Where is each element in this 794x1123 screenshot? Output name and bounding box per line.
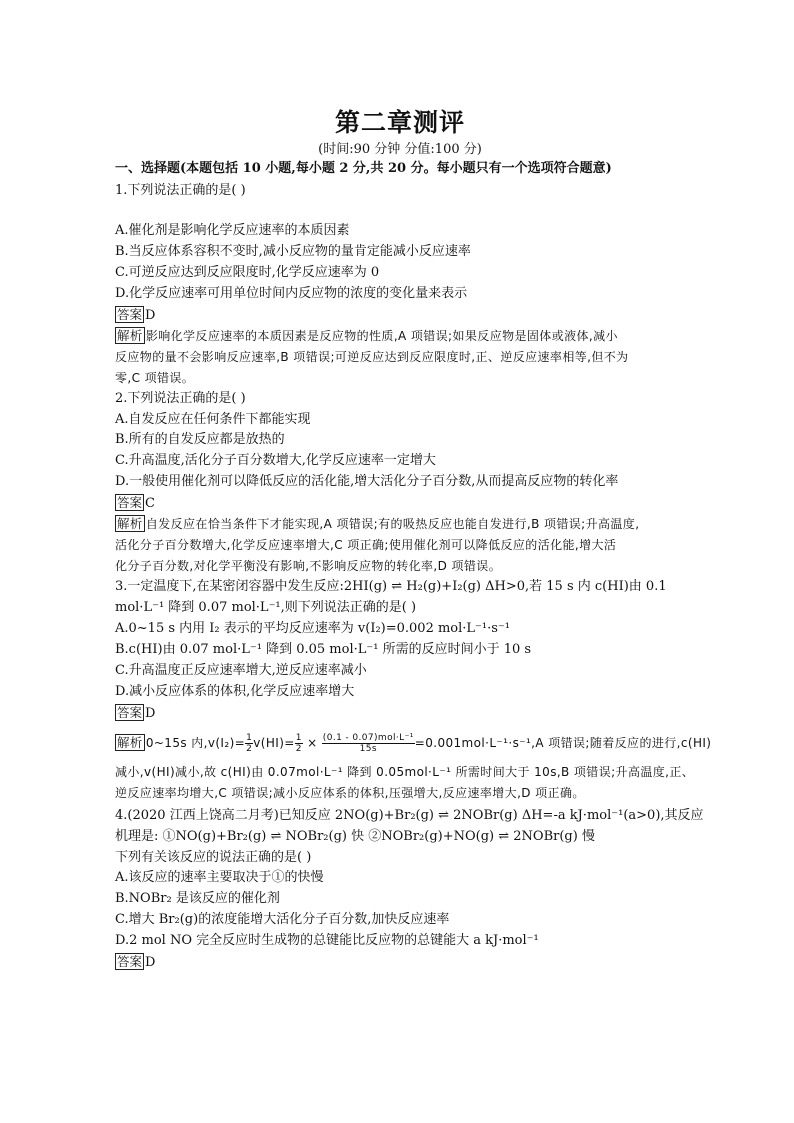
question-stem: mol·L⁻¹ 降到 0.07 mol·L⁻¹,则下列说法正确的是( ) — [115, 600, 417, 615]
analysis-text: 0~15s 内,v(I₂)= — [145, 736, 246, 750]
question-stem: 机理是: ①NO(g)+Br₂(g) ⇌ NOBr₂(g) 快 ②NOBr₂(g)+NO(g) ⇌ 2NOBr(g) 慢 — [115, 829, 595, 844]
question-stem: 2.下列说法正确的是( ) — [115, 391, 246, 406]
option-b: B.c(HI)由 0.07 mol·L⁻¹ 降到 0.05 mol·L⁻¹ 所需的反应时间小于 10 s — [115, 642, 532, 657]
answer-value: D — [145, 308, 156, 323]
answer-row — [115, 704, 155, 723]
analysis-text: 化分子百分数,对化学平衡没有影响,不影响反应物的转化率,D 项错误。 — [115, 559, 502, 573]
question-stem: 1.下列说法正确的是( ) — [115, 183, 246, 198]
analysis-tag: 解析 — [117, 516, 143, 531]
analysis-text: 减小,v(HI)减小,故 c(HI)由 0.07mol·L⁻¹ 降到 0.05mol·L⁻¹ 所需时间大于 10s,B 项错误;升高温度,正、 — [115, 765, 695, 779]
question-stem: 3.一定温度下,在某密闭容器中发生反应:2HI(g) ⇌ H₂(g)+I₂(g) ΔH>0,若 15 s 内 c(HI)由 0.1 — [115, 579, 667, 594]
fraction-rate: $\frac{\text{(0.1 - 0.07)mol·L⁻¹}}{15s}$ — [322, 733, 414, 754]
analysis-text: 自发反应在恰当条件下才能实现,A 项错误;有的吸热反应也能自发进行,B 项错误;升高温度, — [145, 517, 640, 531]
analysis-tag: 解析 — [117, 328, 143, 343]
analysis-row — [115, 515, 639, 533]
fraction-half: $\frac{1}{2}$ — [246, 733, 253, 754]
page-title: 第二章测评 — [334, 108, 465, 137]
option-d: D.2 mol NO 完全反应时生成物的总键能比反应物的总键能大 a kJ·mol⁻¹ — [115, 933, 539, 948]
answer-tag: 答案 — [117, 954, 143, 969]
option-b: B.NOBr₂ 是该反应的催化剂 — [115, 891, 280, 906]
option-a: A.自发反应在任何条件下都能实现 — [115, 412, 311, 427]
analysis-text: 活化分子百分数增大,化学反应速率增大,C 项正确;使用催化剂可以降低反应的活化能,增大活 — [115, 538, 617, 552]
option-a: A.0~15 s 内用 I₂ 表示的平均反应速率为 v(I₂)=0.002 mol·L⁻¹·s⁻¹ — [115, 621, 511, 636]
answer-row — [115, 953, 155, 972]
option-c: C.升高温度,活化分子百分数增大,化学反应速率一定增大 — [115, 453, 436, 468]
option-a: A.该反应的速率主要取决于①的快慢 — [115, 870, 324, 885]
option-c: C.可逆反应达到反应限度时,化学反应速率为 0 — [115, 265, 380, 280]
analysis-row — [115, 327, 618, 345]
option-c: C.升高温度正反应速率增大,逆反应速率减小 — [115, 663, 367, 678]
answer-value: D — [145, 706, 156, 721]
question-stem: 下列有关该反应的说法正确的是( ) — [115, 850, 312, 865]
answer-tag: 答案 — [117, 705, 143, 720]
answer-row — [115, 494, 155, 513]
question-stem: 4.(2020 江西上饶高二月考)已知反应 2NO(g)+Br₂(g) ⇌ 2NOBr(g) ΔH=-a kJ·mol⁻¹(a>0),其反应 — [115, 808, 704, 823]
analysis-row: 解析 0~15s 内,v(I₂)= $\frac{1}{2}$ v(HI)= $\frac{1}{2}$ × $\frac{\text{(0.1 - 0.07)mol·L⁻¹}}{15s}$ =0.001mol·L⁻¹·s⁻¹,A 项错误;随着反应的进行,c(HI) — [117, 733, 712, 754]
option-d: D.化学反应速率可用单位时间内反应物的浓度的变化量来表示 — [115, 286, 468, 301]
page-subtitle: (时间:90 分钟 分值:100 分) — [318, 142, 482, 157]
analysis-text: 影响化学反应速率的本质因素是反应物的性质,A 项错误;如果反应物是固体或液体,减小 — [145, 329, 618, 343]
answer-tag: 答案 — [117, 307, 143, 322]
option-a: A.催化剂是影响化学反应速率的本质因素 — [115, 223, 350, 238]
option-d: D.一般使用催化剂可以降低反应的活化能,增大活化分子百分数,从而提高反应物的转化率 — [115, 474, 619, 489]
option-b: B.当反应体系容积不变时,减小反应物的量肯定能减小反应速率 — [115, 244, 471, 259]
option-b: B.所有的自发反应都是放热的 — [115, 432, 285, 447]
answer-value: D — [145, 955, 156, 970]
answer-value: C — [145, 496, 155, 511]
answer-tag: 答案 — [117, 495, 143, 510]
option-c: C.增大 Br₂(g)的浓度能增大活化分子百分数,加快反应速率 — [115, 912, 450, 927]
answer-row — [115, 306, 155, 325]
fraction-half: $\frac{1}{2}$ — [295, 733, 302, 754]
section-heading: 一、选择题(本题包括 10 小题,每小题 2 分,共 20 分。每小题只有一个选项符合题意) — [115, 161, 612, 176]
analysis-text: 零,C 项错误。 — [115, 371, 195, 385]
analysis-tag: 解析 — [117, 735, 143, 750]
analysis-text: =0.001mol·L⁻¹·s⁻¹,A 项错误;随着反应的进行,c(HI) — [414, 736, 712, 750]
option-d: D.减小反应体系的体积,化学反应速率增大 — [115, 684, 355, 699]
analysis-text: 反应物的量不会影响反应速率,B 项错误;可逆反应达到反应限度时,正、逆反应速率相等,但不为 — [115, 350, 629, 364]
analysis-text: 逆反应速率均增大,C 项错误;减小反应体系的体积,压强增大,反应速率增大,D 项正确。 — [115, 786, 585, 800]
analysis-text: v(HI)= — [253, 736, 295, 750]
